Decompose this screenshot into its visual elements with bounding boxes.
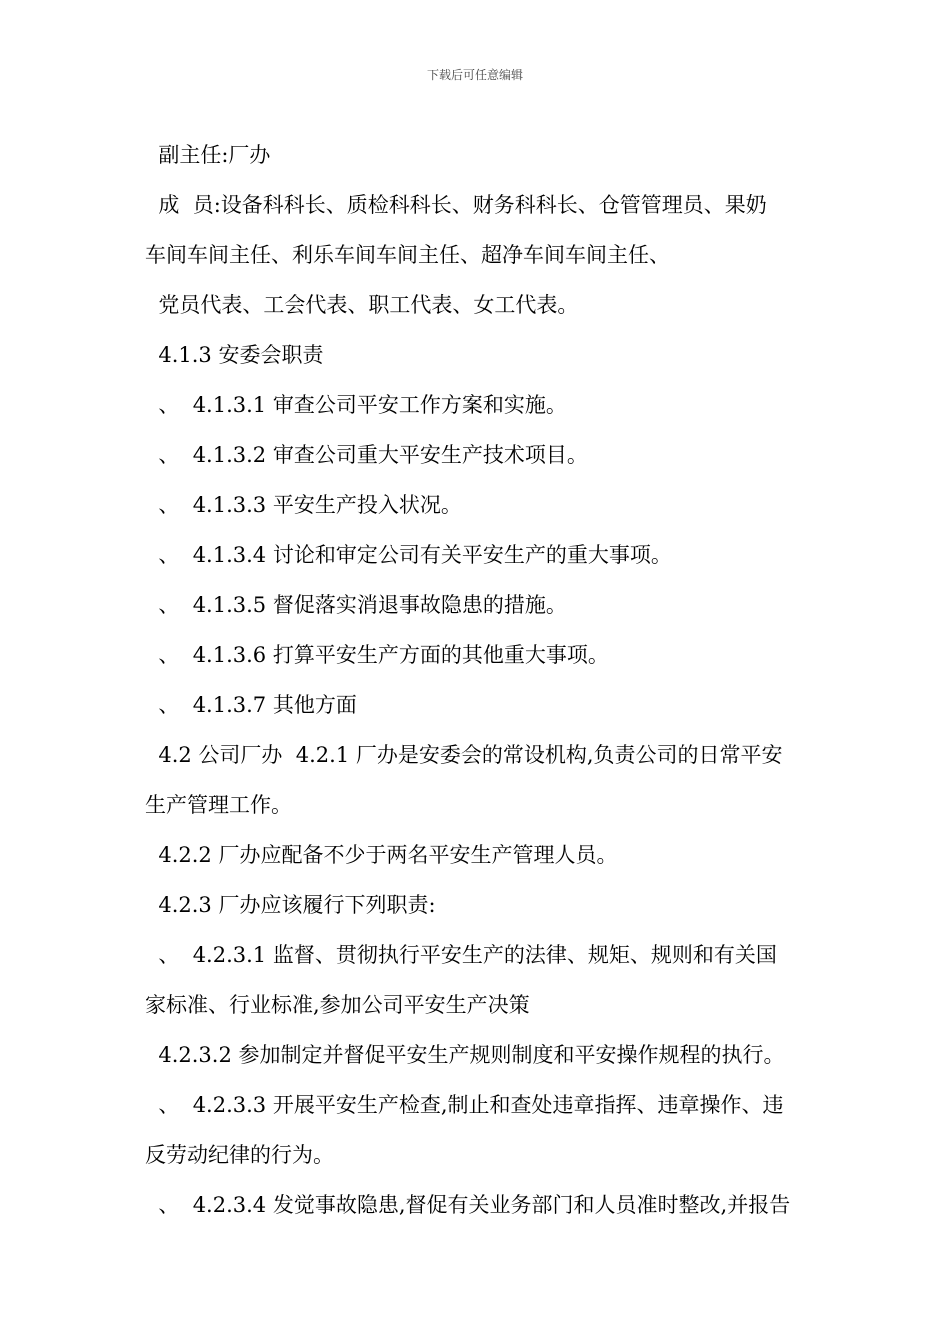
text-line: 4.2.3 厂办应该履行下列职责: bbox=[145, 893, 436, 917]
text-line: 反劳动纪律的行为。 bbox=[145, 1143, 334, 1167]
text-line: 成 员:设备科科长、质检科科长、财务科科长、仓管管理员、果奶 bbox=[145, 193, 767, 217]
text-line: 4.1.3 安委会职责 bbox=[145, 343, 324, 367]
text-line: 党员代表、工会代表、职工代表、女工代表。 bbox=[145, 293, 579, 317]
text-line: 4.2.3.2 参加制定并督促平安生产规则制度和平安操作规程的执行。 bbox=[145, 1043, 785, 1067]
text-line: 、 4.2.3.3 开展平安生产检查,制止和查处违章指挥、违章操作、违 bbox=[145, 1093, 784, 1117]
text-line: 车间车间主任、利乐车间车间主任、超净车间车间主任、 bbox=[145, 243, 670, 267]
text-line: 、 4.2.3.4 发觉事故隐患,督促有关业务部门和人员准时整改,并报告 bbox=[145, 1193, 791, 1217]
text-line: 、 4.1.3.4 讨论和审定公司有关平安生产的重大事项。 bbox=[145, 543, 672, 567]
text-line: 、 4.2.3.1 监督、贯彻执行平安生产的法律、规矩、规则和有关国 bbox=[145, 943, 777, 967]
text-line: 4.2 公司厂办 4.2.1 厂办是安委会的常设机构,负责公司的日常平安 bbox=[145, 743, 783, 767]
text-line: 、 4.1.3.2 审查公司重大平安生产技术项目。 bbox=[145, 443, 588, 467]
text-line: 副主任:厂办 bbox=[145, 143, 271, 167]
text-line: 、 4.1.3.6 打算平安生产方面的其他重大事项。 bbox=[145, 643, 609, 667]
document-body bbox=[145, 130, 810, 1230]
text-line: 、 4.1.3.1 审查公司平安工作方案和实施。 bbox=[145, 393, 567, 417]
text-line: 生产管理工作。 bbox=[145, 793, 292, 817]
text-line: 家标准、行业标准,参加公司平安生产决策 bbox=[145, 993, 530, 1017]
text-line: 4.2.2 厂办应配备不少于两名平安生产管理人员。 bbox=[145, 843, 618, 867]
text-line: 、 4.1.3.7 其他方面 bbox=[145, 693, 357, 717]
text-line: 、 4.1.3.5 督促落实消退事故隐患的措施。 bbox=[145, 593, 567, 617]
page-header-note: 下载后可任意编辑 bbox=[426, 68, 523, 82]
text-line: 、 4.1.3.3 平安生产投入状况。 bbox=[145, 493, 462, 517]
